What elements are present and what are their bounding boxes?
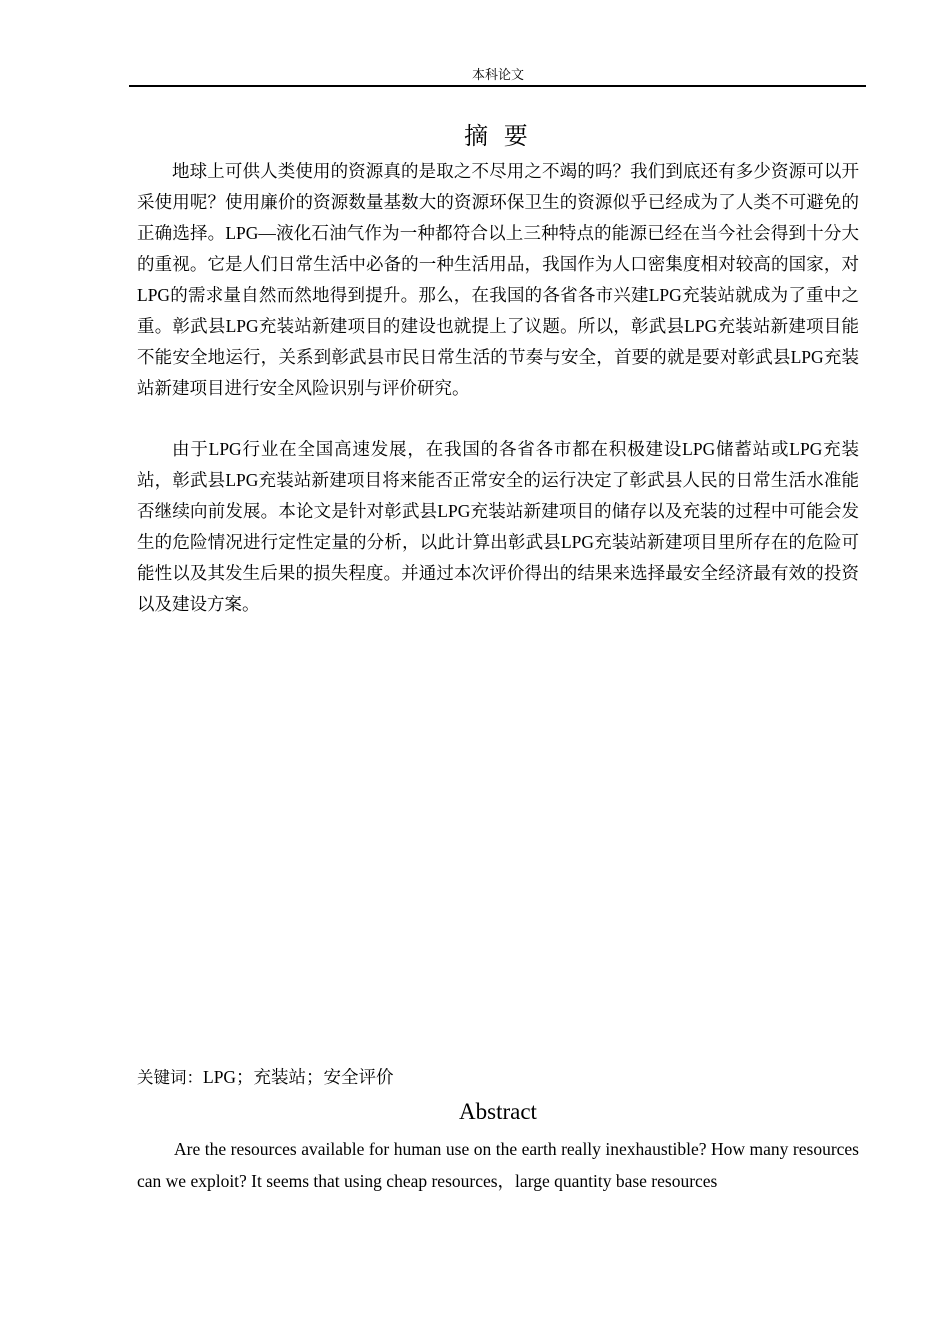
keywords-line bbox=[137, 1062, 394, 1093]
keywords-label: 关键词： bbox=[137, 1068, 203, 1087]
header-divider bbox=[129, 85, 866, 87]
abstract-title-en: Abstract bbox=[459, 1099, 537, 1124]
abstract-title-cn: 摘 要 bbox=[464, 122, 532, 150]
abstract-paragraph-2: 由于LPG行业在全国高速发展，在我国的各省各市都在积极建设LPG储蓄站或LPG充装站，彰武县LPG充装站新建项目将来能否正常安全的运行决定了彰武县人民的日常生活水准能否继续向前发展。本论文是针对彰武县LPG充装站新建项目的储存以及充装的过程中可能会发生的危险情况进行定性定量的分析，以此计算出彰武县LPG充装站新建项目里所存在的危险可能性以及其发生后果的损失程度。并通过本次评价得出的结果来选择最安全经济最有效的投资以及建设方案。 bbox=[137, 439, 859, 614]
running-header: 本科论文 bbox=[471, 67, 524, 82]
keywords-text: LPG；充装站；安全评价 bbox=[203, 1067, 394, 1087]
abstract-paragraph-1: 地球上可供人类使用的资源真的是取之不尽用之不竭的吗？我们到底还有多少资源可以开采使用呢？使用廉价的资源数量基数大的资源环保卫生的资源似乎已经成为了人类不可避免的正确选择。LPG—液化石油气作为一种都符合以上三种特点的能源已经在当今社会得到十分大的重视。它是人们日常生活中必备的一种生活用品，我国作为人口密集度相对较高的国家，对LPG的需求量自然而然地得到提升。那么，在我国的各省各市兴建LPG充装站就成为了重中之重。彰武县LPG充装站新建项目的建设也就提上了议题。所以，彰武县LPG充装站新建项目能不能安全地运行，关系到彰武县市民日常生活的节奏与安全，首要的就是要对彰武县LPG充装站新建项目进行安全风险识别与评价研究。 bbox=[137, 161, 859, 398]
abstract-paragraph-en: Are the resources available for human use on the earth really inexhaustible? How many resources can we exploit? It seems that using cheap resources，large quantity base resources bbox=[137, 1139, 859, 1191]
